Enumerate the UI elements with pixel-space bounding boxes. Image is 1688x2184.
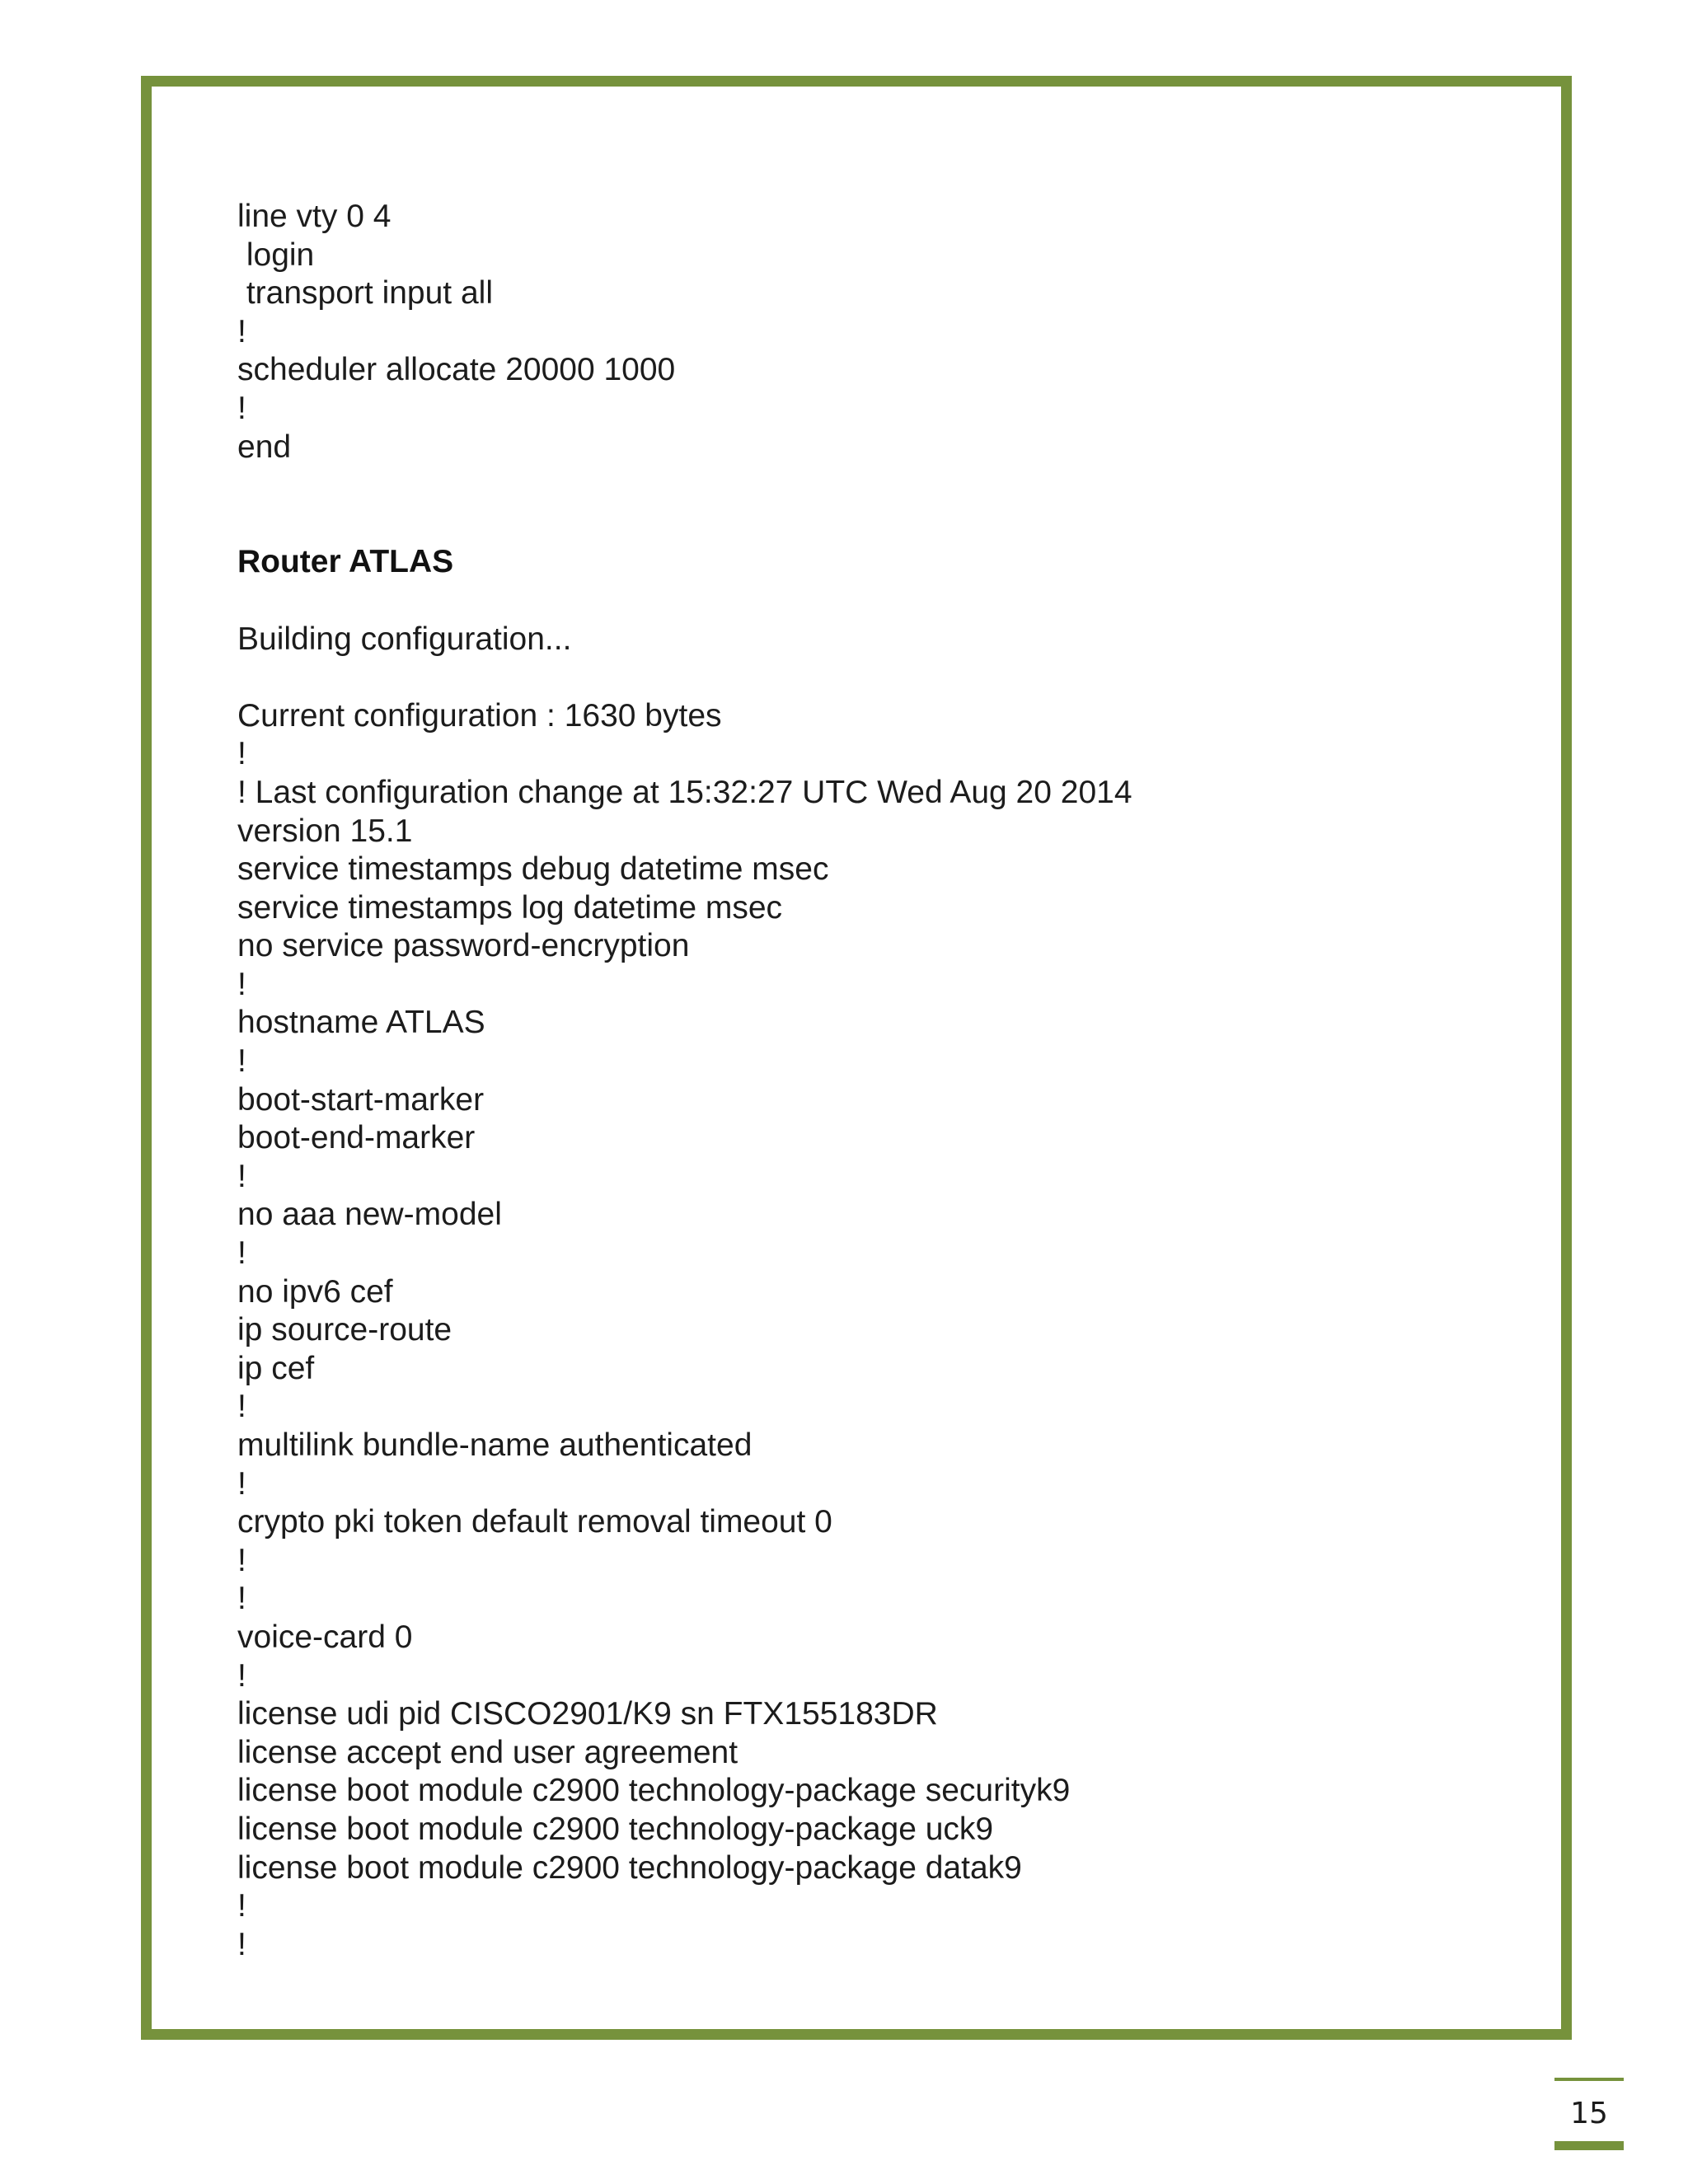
page-number-rule-bottom	[1554, 2141, 1624, 2150]
config-line: boot-start-marker	[237, 1081, 485, 1118]
config-line: !	[237, 1235, 246, 1272]
config-line: !	[237, 1542, 246, 1578]
config-line: !	[237, 736, 246, 772]
page-number: 15	[1570, 2097, 1608, 2130]
config-line: license accept end user agreement	[237, 1734, 738, 1770]
config-line: voice-card 0	[237, 1619, 413, 1655]
config-line: crypto pki token default removal timeout 0	[237, 1504, 832, 1540]
config-line: no service password-encryption	[237, 928, 690, 964]
config-line: Current configuration : 1630 bytes	[237, 697, 722, 733]
config-line: ! Last configuration change at 15:32:27 UTC Wed Aug 20 2014	[237, 774, 1132, 810]
config-line: transport input all	[237, 275, 494, 312]
config-line: Building configuration...	[237, 621, 572, 657]
config-line: scheduler allocate 20000 1000	[237, 352, 676, 388]
config-line: no ipv6 cef	[237, 1273, 393, 1310]
config-line: !	[237, 1389, 246, 1425]
config-line: version 15.1	[237, 813, 413, 849]
config-line: multilink bundle-name authenticated	[237, 1427, 753, 1463]
config-line: license boot module c2900 technology-package datak9	[237, 1849, 1022, 1886]
config-line: !	[237, 1465, 246, 1502]
config-line: !	[237, 1657, 246, 1694]
config-line: !	[237, 313, 246, 349]
config-line: license udi pid CISCO2901/K9 sn FTX155183DR	[237, 1696, 938, 1732]
blank-line	[237, 658, 1523, 697]
config-line: license boot module c2900 technology-package securityk9	[237, 1773, 1071, 1809]
config-line: !	[237, 390, 246, 426]
config-line: end	[237, 429, 292, 465]
config-line: boot-end-marker	[237, 1120, 476, 1156]
config-line: login	[237, 237, 315, 273]
config-line: !	[237, 1581, 246, 1617]
config-line: service timestamps debug datetime msec	[237, 851, 829, 888]
config-line: ip source-route	[237, 1312, 452, 1348]
config-line: !	[237, 1158, 246, 1194]
config-line: service timestamps log datetime msec	[237, 889, 783, 926]
blank-line	[237, 466, 1523, 505]
config-line: line vty 0 4	[237, 199, 392, 234]
section-heading: Router ATLAS	[237, 544, 454, 580]
page-number-rule-top	[1554, 2078, 1624, 2081]
config-line: license boot module c2900 technology-package uck9	[237, 1811, 994, 1847]
config-line: !	[237, 1926, 246, 1962]
blank-line	[237, 505, 1523, 544]
config-line: !	[237, 966, 246, 1002]
config-line: !	[237, 1043, 246, 1080]
blank-line	[237, 582, 1523, 621]
config-listing	[237, 198, 1523, 1964]
config-line: !	[237, 1888, 246, 1924]
config-line: no aaa new-model	[237, 1197, 502, 1233]
config-line: hostname ATLAS	[237, 1005, 485, 1041]
page-number-block	[1554, 2078, 1624, 2150]
config-line: ip cef	[237, 1350, 315, 1386]
